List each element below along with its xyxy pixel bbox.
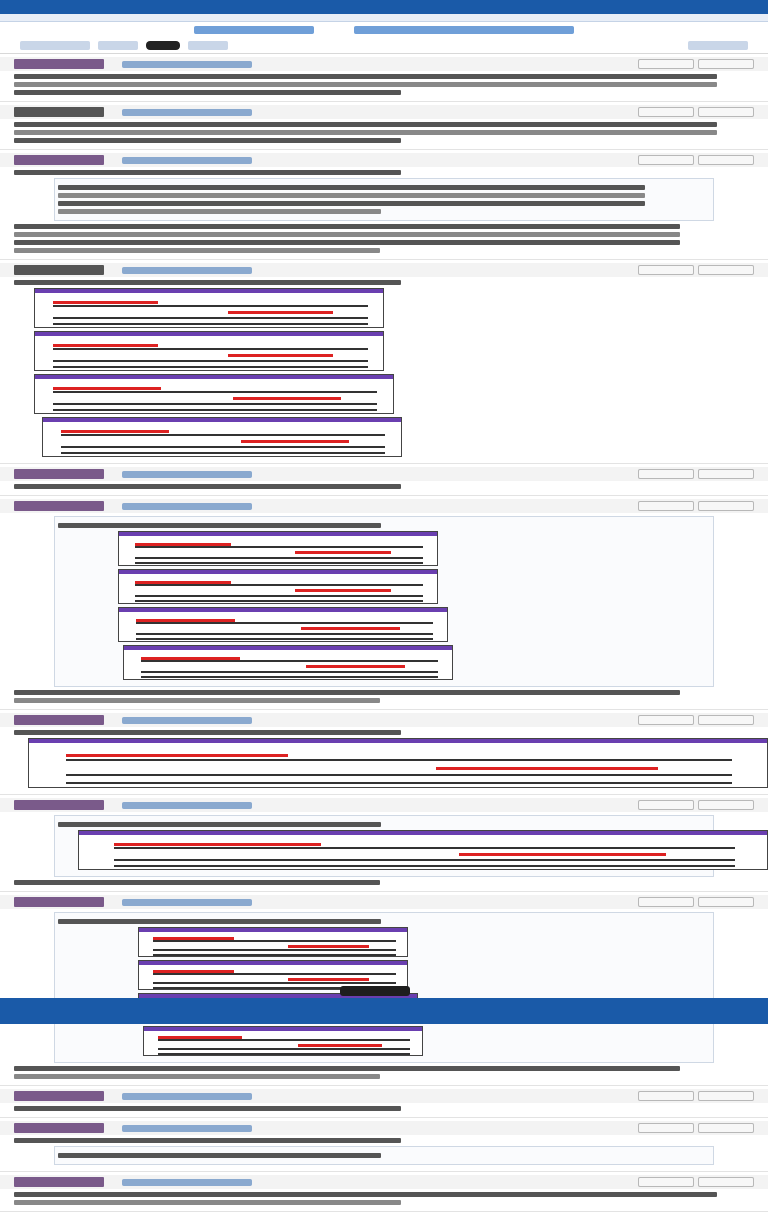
- post-actions: [638, 59, 754, 69]
- diagram-line: [135, 595, 423, 597]
- diagram-red-marker: [241, 440, 349, 443]
- diagram-red-marker: [66, 754, 288, 757]
- site-footer: [0, 998, 768, 1024]
- post-text-line: [14, 1200, 401, 1205]
- post-actions: [638, 1177, 754, 1187]
- avatar[interactable]: [14, 715, 104, 725]
- post: [0, 1172, 768, 1212]
- quote-button[interactable]: [638, 897, 694, 907]
- post-header: [0, 467, 768, 481]
- diagram-line: [135, 584, 423, 586]
- post-actions: [638, 501, 754, 511]
- diagram-header-band: [139, 928, 407, 932]
- quote-button[interactable]: [638, 107, 694, 117]
- like-button[interactable]: [698, 501, 754, 511]
- username-link[interactable]: [122, 267, 252, 274]
- diagram-header-band: [139, 961, 407, 965]
- post: [0, 496, 768, 710]
- diagram-line: [114, 859, 735, 861]
- diagram-line: [135, 557, 423, 559]
- diagram-line: [136, 638, 433, 640]
- post-text-line: [14, 1074, 380, 1079]
- diagram-header-band: [119, 532, 437, 536]
- post-text-line: [14, 74, 717, 79]
- post: [0, 1086, 768, 1118]
- diagram-red-marker: [228, 311, 333, 314]
- avatar[interactable]: [14, 265, 104, 275]
- diagram-red-marker: [53, 344, 158, 347]
- diagram-header-band: [119, 570, 437, 574]
- post-text-line: [14, 232, 680, 237]
- post-actions: [638, 107, 754, 117]
- post-actions: [638, 897, 754, 907]
- username-link[interactable]: [122, 471, 252, 478]
- diagram-line: [53, 323, 368, 325]
- post-text-line: [14, 880, 380, 885]
- avatar[interactable]: [14, 1123, 104, 1133]
- post-text-line: [14, 90, 401, 95]
- post-header: [0, 1175, 768, 1189]
- post: [0, 795, 768, 892]
- diagram-line: [53, 391, 377, 393]
- play-diagram-image: [34, 374, 394, 414]
- post-actions: [638, 800, 754, 810]
- diagram-line: [153, 973, 396, 975]
- diagram-red-marker: [53, 387, 161, 390]
- play-diagram-image: [118, 531, 438, 566]
- quote-button[interactable]: [638, 501, 694, 511]
- username-link[interactable]: [122, 1093, 252, 1100]
- diagram-header-band: [35, 289, 383, 293]
- welcome-bar: [0, 14, 768, 22]
- like-button[interactable]: [698, 1123, 754, 1133]
- diagram-line: [136, 633, 433, 635]
- diagram-header-band: [124, 646, 452, 650]
- diagram-line: [53, 348, 368, 350]
- play-diagram-image: [34, 331, 384, 371]
- post-actions: [638, 1091, 754, 1101]
- post: [0, 464, 768, 496]
- diagram-line: [61, 452, 385, 454]
- page-current[interactable]: [146, 41, 180, 50]
- play-diagram-image: [118, 607, 448, 642]
- quote-button[interactable]: [638, 59, 694, 69]
- post: [0, 102, 768, 150]
- diagram-line: [53, 403, 377, 405]
- diagram-red-marker: [228, 354, 333, 357]
- play-diagram-image: [123, 645, 453, 680]
- post: [0, 1118, 768, 1172]
- avatar[interactable]: [14, 1177, 104, 1187]
- diagram-red-marker: [114, 843, 321, 846]
- diagram-line: [135, 546, 423, 548]
- quote-block: [54, 516, 714, 687]
- post-text-line: [14, 240, 680, 245]
- username-link[interactable]: [122, 157, 252, 164]
- post-actions: [638, 265, 754, 275]
- post-text-line: [14, 280, 401, 285]
- post-header: [0, 1089, 768, 1103]
- diagram-header-band: [29, 739, 767, 743]
- diagram-line: [66, 774, 732, 776]
- post-header: [0, 713, 768, 727]
- play-diagram-image: [28, 738, 768, 788]
- diagram-line: [114, 865, 735, 867]
- diagram-red-marker: [436, 767, 658, 770]
- quote-button[interactable]: [638, 265, 694, 275]
- diagram-line: [153, 949, 396, 951]
- post-text-line: [58, 185, 645, 190]
- diagram-red-marker: [288, 978, 369, 981]
- post-text-line: [14, 698, 380, 703]
- post-actions: [638, 469, 754, 479]
- post-text-line: [58, 193, 645, 198]
- post-text-line: [14, 224, 680, 229]
- like-button[interactable]: [698, 715, 754, 725]
- post-actions: [638, 715, 754, 725]
- avatar[interactable]: [14, 1091, 104, 1101]
- avatar[interactable]: [14, 501, 104, 511]
- play-diagram-image: [34, 288, 384, 328]
- diagram-red-marker: [298, 1044, 382, 1047]
- post-text-line: [58, 209, 381, 214]
- post-header: [0, 57, 768, 71]
- like-button[interactable]: [698, 265, 754, 275]
- diagram-header-band: [35, 375, 393, 379]
- avatar[interactable]: [14, 59, 104, 69]
- post-text-line: [14, 122, 717, 127]
- diagram-line: [158, 1048, 410, 1050]
- like-button[interactable]: [698, 1091, 754, 1101]
- post-text-line: [14, 1138, 401, 1143]
- post: [0, 150, 768, 260]
- play-diagram-image: [143, 1026, 423, 1056]
- diagram-line: [53, 409, 377, 411]
- username-link[interactable]: [122, 61, 252, 68]
- diagram-line: [136, 622, 433, 624]
- diagram-line: [53, 366, 368, 368]
- diagram-line: [53, 360, 368, 362]
- avatar[interactable]: [14, 800, 104, 810]
- diagram-header-band: [35, 332, 383, 336]
- diagram-red-marker: [306, 665, 405, 668]
- post-text-line: [14, 248, 380, 253]
- post-text-line: [14, 730, 401, 735]
- post-header: [0, 1121, 768, 1135]
- username-link[interactable]: [122, 899, 252, 906]
- post-header: [0, 895, 768, 909]
- post-text-line: [14, 690, 680, 695]
- quote-button[interactable]: [638, 1091, 694, 1101]
- avatar[interactable]: [14, 155, 104, 165]
- diagram-line: [153, 982, 396, 984]
- post-text-line: [14, 138, 401, 143]
- post-text-line: [14, 82, 717, 87]
- post-header: [0, 153, 768, 167]
- post-text-line: [14, 1192, 717, 1197]
- username-link[interactable]: [122, 1125, 252, 1132]
- like-button[interactable]: [698, 469, 754, 479]
- diagram-red-marker: [61, 430, 169, 433]
- reply-button[interactable]: [340, 986, 410, 996]
- avatar[interactable]: [14, 107, 104, 117]
- like-button[interactable]: [698, 107, 754, 117]
- post: [0, 54, 768, 102]
- username-link[interactable]: [122, 802, 252, 809]
- quote-button[interactable]: [638, 1177, 694, 1187]
- diagram-red-marker: [459, 853, 666, 856]
- thread-nav: [0, 22, 768, 38]
- diagram-line: [114, 847, 735, 849]
- diagram-header-band: [43, 418, 401, 422]
- post-header: [0, 263, 768, 277]
- avatar[interactable]: [14, 469, 104, 479]
- like-button[interactable]: [698, 800, 754, 810]
- play-diagram-image: [138, 927, 408, 957]
- post-actions: [638, 155, 754, 165]
- post-text-line: [58, 201, 645, 206]
- play-diagram-image: [118, 569, 438, 604]
- diagram-line: [135, 600, 423, 602]
- post-text-line: [14, 1066, 680, 1071]
- username-link[interactable]: [122, 1179, 252, 1186]
- username-link[interactable]: [122, 503, 252, 510]
- post: [0, 710, 768, 795]
- like-button[interactable]: [698, 155, 754, 165]
- diagram-red-marker: [233, 397, 341, 400]
- post-header: [0, 798, 768, 812]
- post-text-line: [58, 822, 381, 827]
- diagram-line: [61, 446, 385, 448]
- diagram-header-band: [144, 1027, 422, 1031]
- post-header: [0, 499, 768, 513]
- diagram-line: [135, 562, 423, 564]
- play-diagram-image: [78, 830, 768, 870]
- username-link[interactable]: [122, 717, 252, 724]
- post-header: [0, 105, 768, 119]
- site-header: [0, 0, 768, 14]
- quote-button[interactable]: [638, 800, 694, 810]
- prev-button[interactable]: [98, 41, 138, 50]
- thread-title-link[interactable]: [354, 26, 574, 34]
- post-text-line: [14, 130, 717, 135]
- post-text-line: [14, 1106, 401, 1111]
- diagram-line: [66, 759, 732, 761]
- diagram-line: [141, 671, 438, 673]
- nav-link[interactable]: [194, 26, 314, 34]
- post-text-line: [58, 919, 381, 924]
- quote-block: [54, 178, 714, 221]
- post-text-line: [14, 484, 401, 489]
- post-text-line: [58, 523, 381, 528]
- diagram-line: [53, 305, 368, 307]
- quote-block: [54, 815, 714, 877]
- diagram-line: [141, 676, 438, 678]
- diagram-red-marker: [288, 945, 369, 948]
- search-input[interactable]: [688, 41, 748, 50]
- post: [0, 260, 768, 464]
- quote-button[interactable]: [638, 469, 694, 479]
- post-text-line: [14, 170, 401, 175]
- thread: [0, 54, 768, 1212]
- post-actions: [638, 1123, 754, 1133]
- diagram-line: [153, 940, 396, 942]
- diagram-line: [153, 954, 396, 956]
- thread-controls: [0, 38, 768, 54]
- diagram-red-marker: [295, 551, 391, 554]
- username-link[interactable]: [122, 109, 252, 116]
- avatar[interactable]: [14, 897, 104, 907]
- like-button[interactable]: [698, 1177, 754, 1187]
- diagram-header-band: [79, 831, 767, 835]
- quote-block: [54, 1146, 714, 1165]
- diagram-line: [141, 660, 438, 662]
- next-button[interactable]: [188, 41, 228, 50]
- diagram-line: [66, 782, 732, 784]
- quote-button[interactable]: [638, 1123, 694, 1133]
- thread-options[interactable]: [20, 41, 90, 50]
- quote-button[interactable]: [638, 155, 694, 165]
- quote-button[interactable]: [638, 715, 694, 725]
- post-text-line: [58, 1153, 381, 1158]
- diagram-line: [158, 1039, 410, 1041]
- diagram-line: [53, 317, 368, 319]
- diagram-red-marker: [295, 589, 391, 592]
- like-button[interactable]: [698, 897, 754, 907]
- diagram-header-band: [119, 608, 447, 612]
- diagram-line: [61, 434, 385, 436]
- like-button[interactable]: [698, 59, 754, 69]
- play-diagram-image: [42, 417, 402, 457]
- diagram-line: [158, 1053, 410, 1055]
- diagram-red-marker: [53, 301, 158, 304]
- diagram-red-marker: [301, 627, 400, 630]
